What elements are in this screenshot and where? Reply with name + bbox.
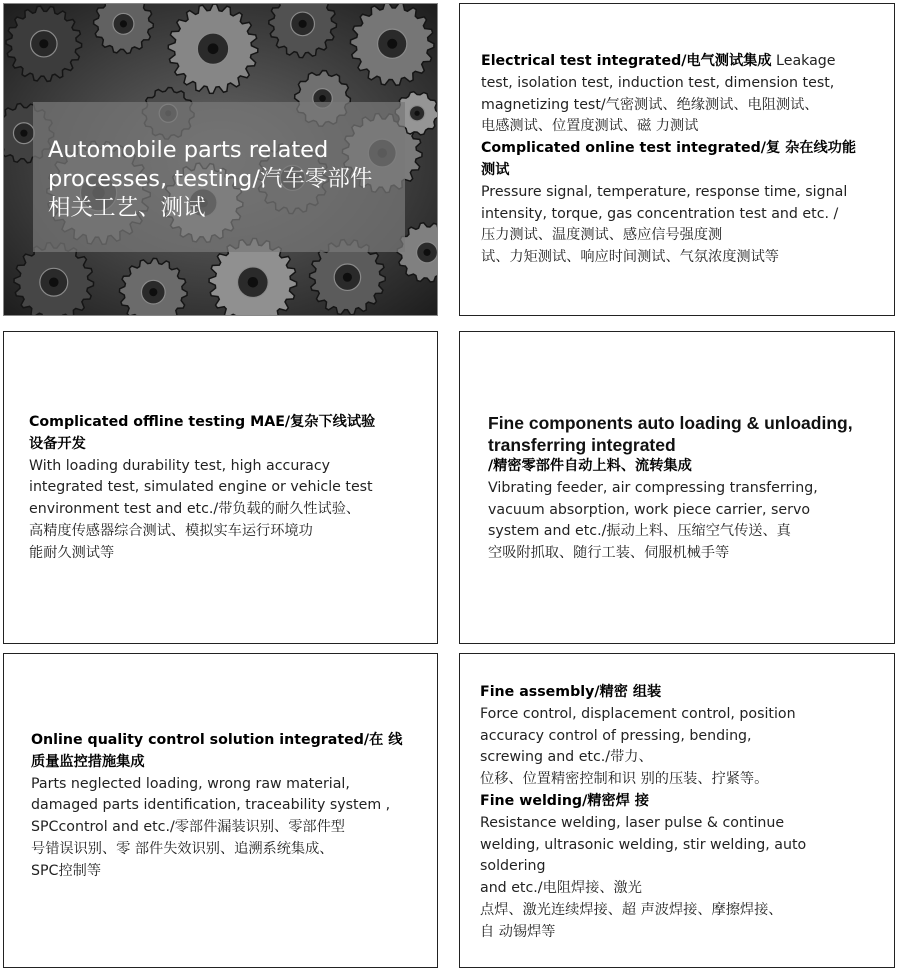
text-line	[480, 769, 806, 791]
text-line	[29, 499, 375, 521]
line-text: SPCcontrol and etc./零部件漏装识别、零部件型	[31, 819, 345, 836]
line-text: vacuum absorption, work piece carrier, servo	[488, 501, 811, 518]
line-heading: Online quality control solution integrated/在 线	[31, 732, 403, 748]
gear-hole	[248, 277, 259, 287]
line-text: damaged parts identification, traceability system ,	[31, 797, 391, 814]
hero-title-line: processes, testing/汽车零部件	[48, 166, 373, 192]
text-line	[29, 434, 375, 456]
text-line	[488, 543, 853, 565]
text-line	[488, 500, 853, 522]
line-text: 试、力矩测试、响应时间测试、气氛浓度测试等	[481, 249, 779, 266]
gear-hole	[39, 39, 48, 48]
line-text: intensity, torque, gas concentration test and etc. /	[481, 205, 839, 222]
text-line	[31, 795, 402, 817]
gear-hole	[414, 111, 419, 116]
line-text: Force control, displacement control, position	[480, 705, 796, 722]
line-text: test, isolation test, induction test, dimension test,	[481, 74, 835, 91]
quality-control-panel	[3, 653, 438, 968]
gear-hole	[149, 288, 157, 296]
text-line	[481, 116, 856, 138]
line-heading: Electrical test integrated/电气测试集成	[481, 53, 772, 69]
text-line	[481, 51, 856, 73]
gear-hole	[49, 277, 59, 287]
line-text: system and etc./振动上料、压缩空气传送、真	[488, 523, 791, 540]
line-heading: Complicated online test integrated/复 杂在线功能	[481, 140, 857, 157]
fine-components-heading: Fine components auto loading & unloading,	[488, 413, 853, 433]
text-line	[29, 412, 375, 434]
text-line	[31, 817, 402, 839]
electrical-test-panel	[459, 3, 895, 316]
line-heading: 设备开发	[29, 435, 86, 452]
text-line	[29, 543, 375, 565]
line-heading: 测试	[481, 161, 510, 178]
line-text: magnetizing test/气密测试、绝缘测试、电阻测试、	[481, 96, 819, 113]
gear-hole	[319, 95, 326, 102]
text-line	[31, 730, 402, 752]
text-line	[480, 856, 806, 878]
line-text: Resistance welding, laser pulse & continue	[480, 814, 785, 831]
text-line	[481, 182, 856, 204]
text-line	[480, 791, 806, 813]
electrical-text-block	[481, 51, 856, 269]
text-line	[481, 204, 856, 226]
text-line	[481, 73, 856, 95]
text-line	[481, 138, 856, 160]
line-text: welding, ultrasonic welding, stir welding, auto	[480, 836, 807, 853]
line-text: soldering	[480, 858, 546, 875]
text-line	[31, 774, 402, 796]
line-text: With loading durability test, high accuracy	[29, 457, 331, 474]
line-text: Leakage	[771, 53, 836, 69]
fine-components-text-block	[488, 412, 853, 565]
line-text: SPC控制等	[31, 862, 102, 879]
gear-hole	[387, 39, 397, 49]
line-text: 自 动锡焊等	[480, 923, 556, 940]
text-line	[480, 813, 806, 835]
assembly-text-block	[480, 682, 806, 944]
text-line	[481, 225, 856, 247]
hero-title	[48, 136, 372, 223]
gear-hole	[208, 43, 219, 54]
line-text: 空吸附抓取、随行工装、伺服机械手等	[488, 545, 730, 562]
quality-text-block	[31, 730, 402, 883]
line-text: 号错误识别、零 部件失效识别、追溯系统集成、	[31, 840, 334, 857]
text-line	[481, 160, 856, 182]
text-line	[481, 247, 856, 269]
line-heading: Fine assembly/精密 组装	[480, 684, 662, 700]
line-text: 能耐久测试等	[29, 544, 115, 561]
line-text: 压力测试、温度测试、感应信号强度测	[481, 227, 723, 244]
gear-hole	[423, 249, 430, 256]
line-text: 位移、位置精密控制和识 别的压装、拧紧等。	[480, 771, 769, 788]
hero-title-line: Automobile parts related	[48, 137, 329, 163]
text-line	[29, 456, 375, 478]
line-text: Vibrating feeder, air compressing transferring,	[488, 479, 818, 496]
fine-components-heading: transferring integrated	[488, 435, 676, 455]
gear-hole	[343, 273, 352, 282]
text-line	[480, 922, 806, 944]
line-text: and etc./电阻焊接、激光	[480, 880, 642, 897]
line-text: environment test and etc./带负载的耐久性试验、	[29, 501, 361, 518]
text-line	[481, 95, 856, 117]
gear-hole	[20, 130, 27, 137]
line-text: Pressure signal, temperature, response time, signal	[481, 183, 848, 200]
text-line	[29, 521, 375, 543]
gear-hole	[120, 20, 127, 27]
text-line	[488, 521, 853, 543]
offline-testing-panel	[3, 331, 438, 644]
line-heading: Fine welding/精密焊 接	[480, 792, 649, 809]
text-line	[488, 478, 853, 500]
hero-panel	[3, 3, 438, 316]
text-line	[31, 839, 402, 861]
text-line	[480, 726, 806, 748]
text-line	[480, 704, 806, 726]
fine-components-panel	[459, 331, 895, 644]
hero-caption-box	[33, 102, 405, 252]
offline-text-block	[29, 412, 375, 565]
text-line	[29, 477, 375, 499]
text-line	[480, 682, 806, 704]
line-heading: /精密零部件自动上料、流转集成	[488, 458, 692, 474]
text-line	[480, 835, 806, 857]
line-text: Parts neglected loading, wrong raw material,	[31, 775, 350, 792]
line-heading: Complicated offline testing MAE/复杂下线试验	[29, 414, 376, 430]
text-line	[488, 456, 853, 478]
hero-title-line: 相关工艺、测试	[48, 195, 206, 221]
line-text: integrated test, simulated engine or vehicle test	[29, 479, 373, 496]
line-heading: 质量监控措施集成	[31, 753, 145, 770]
text-line	[480, 900, 806, 922]
gear-hole	[299, 20, 307, 28]
text-line	[480, 878, 806, 900]
line-text: accuracy control of pressing, bending,	[480, 727, 752, 744]
text-line	[480, 747, 806, 769]
text-line	[31, 752, 402, 774]
fine-components-lines	[488, 456, 853, 565]
line-text: 高精度传感器综合测试、模拟实车运行环境功	[29, 522, 313, 539]
line-text: 点焊、激光连续焊接、超 声波焊接、摩擦焊接、	[480, 901, 783, 918]
assembly-welding-panel	[459, 653, 895, 968]
line-text: screwing and etc./带力、	[480, 749, 653, 766]
text-line	[31, 861, 402, 883]
line-text: 电感测试、位置度测试、磁 力测试	[481, 118, 699, 135]
